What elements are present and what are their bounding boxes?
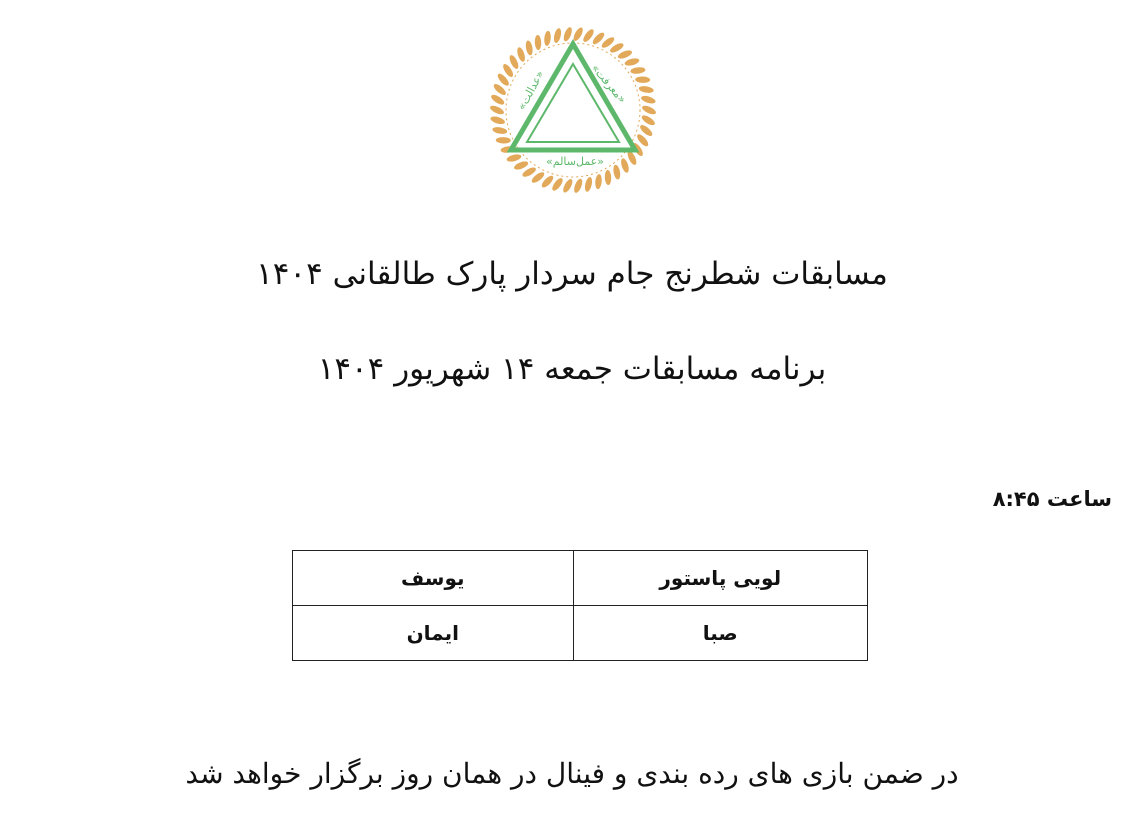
wheat-grain: [638, 85, 654, 94]
wheat-wreath-icon: [489, 26, 657, 194]
logo-text-top: «معرفت»: [588, 61, 629, 106]
wheat-grain: [584, 176, 594, 192]
wheat-grain: [561, 178, 574, 194]
wheat-grain: [635, 76, 650, 83]
table-row: [293, 606, 868, 661]
wheat-grain: [525, 40, 534, 56]
wheat-grain: [490, 115, 506, 126]
team-b-cell: یوسف: [293, 551, 574, 606]
wheat-grain: [516, 46, 527, 62]
wheat-grain: [641, 104, 657, 116]
team-b-cell: ایمان: [293, 606, 574, 661]
wheat-grain: [617, 49, 633, 61]
team-a-cell: صبا: [573, 606, 867, 661]
wheat-grain: [496, 137, 511, 144]
wheat-grain: [572, 26, 585, 42]
wheat-grain: [624, 57, 640, 67]
team-a-cell: لویی پاستور: [573, 551, 867, 606]
page-subtitle: برنامه مسابقات جمعه ۱۴ شهریور ۱۴۰۴: [317, 351, 827, 387]
wheat-grain: [534, 35, 541, 50]
wheat-grain: [573, 178, 584, 194]
table-row: [293, 551, 868, 606]
wheat-grain: [595, 174, 603, 190]
wheat-grain: [640, 114, 656, 128]
wheat-grain: [562, 26, 573, 42]
page-title: مسابقات شطرنج جام سردار پارک طالقانی ۱۴۰۴: [256, 256, 888, 292]
wheat-grain: [544, 31, 552, 47]
wheat-grain: [506, 153, 522, 163]
wheat-grain: [489, 104, 505, 116]
wheat-grain: [612, 164, 621, 180]
time-label: ساعت ۸:۴۵: [992, 487, 1112, 511]
wheat-grain: [640, 94, 656, 105]
logo-text-left: «عدالت»: [515, 68, 547, 113]
wheat-grain: [492, 126, 508, 135]
logo-text-bottom: «عمل‌سالم»: [546, 155, 604, 168]
wheat-grain: [630, 66, 646, 74]
wheat-grain: [620, 157, 631, 173]
pairings-table: [292, 550, 868, 661]
emblem-icon: [478, 24, 668, 208]
wheat-grain: [513, 160, 529, 172]
wheat-grain: [604, 170, 611, 185]
wheat-grain: [490, 93, 506, 107]
organization-logo: [478, 24, 668, 208]
wheat-grain: [553, 28, 563, 44]
footer-note: در ضمن بازی های رده بندی و فینال در همان روز برگزار خواهد شد: [185, 757, 959, 790]
